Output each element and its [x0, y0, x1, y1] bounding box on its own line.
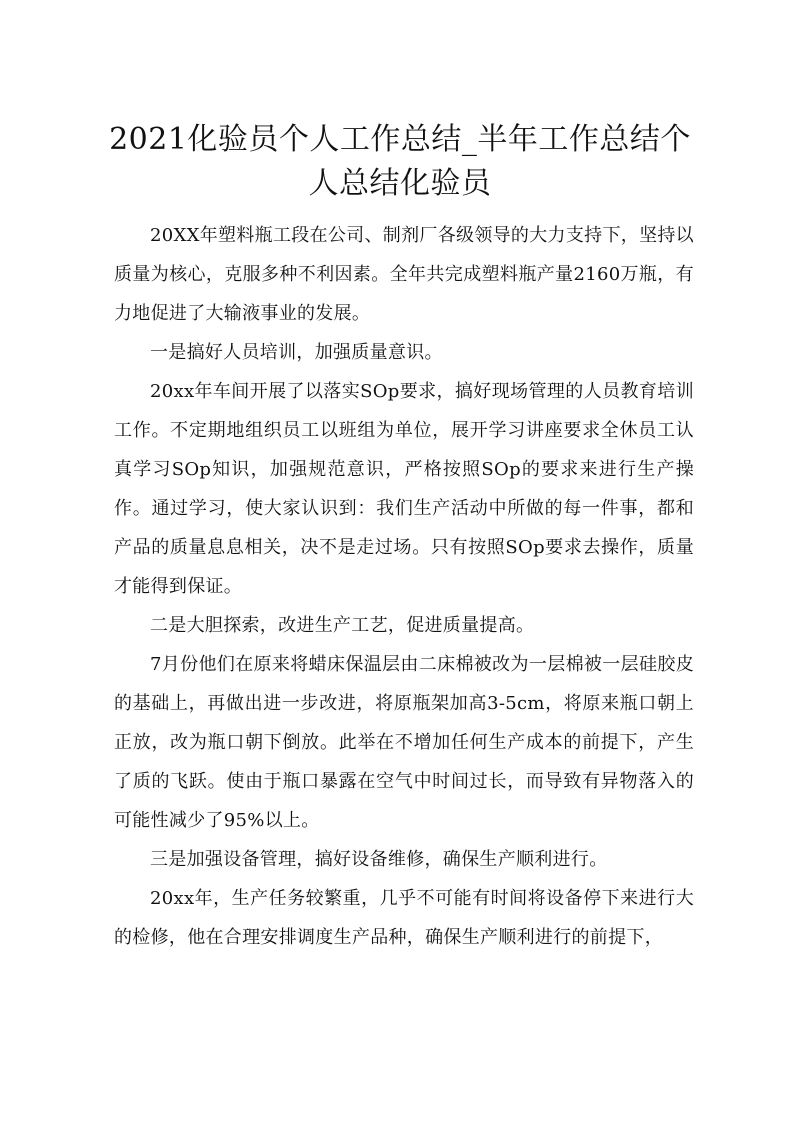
- paragraph-training: 20xx年车间开展了以落实SOp要求，搞好现场管理的人员教育培训工作。不定期地组织员工以班组为单位，展开学习讲座要求全休员工认真学习SOp知识，加强规范意识，严格按照SOp的要求来进行生产操作。通过学习，使大家认识到：我们生产活动中所做的每一件事，都和产品的质量息息相关，决不是走过场。只有按照SOp要求去操作，质量才能得到保证。: [114, 381, 694, 597]
- section-heading-training: 一是搞好人员培训，加强质量意识。: [150, 342, 443, 363]
- document-body: [114, 216, 694, 957]
- section-heading-process: 二是大胆探索，改进生产工艺，促进质量提高。: [150, 615, 535, 636]
- paragraph-intro: 20XX年塑料瓶工段在公司、制剂厂各级领导的大力支持下，坚持以质量为核心，克服多种不利因素。全年共完成塑料瓶产量2160万瓶，有力地促进了大输液事业的发展。: [114, 225, 694, 324]
- document-title: 2021化验员个人工作总结_半年工作总结个人总结化验员: [109, 122, 691, 201]
- paragraph-process: 7月份他们在原来将蜡床保温层由二床棉被改为一层棉被一层硅胶皮的基础上，再做出进一步改进，将原瓶架加高3-5cm，将原来瓶口朝上正放，改为瓶口朝下倒放。此举在不增加任何生产成本的前提下，产生了质的飞跃。使由于瓶口暴露在空气中时间过长，而导致有异物落入的可能性减少了95%以上。: [114, 654, 694, 831]
- section-heading-equipment: 三是加强设备管理，搞好设备维修，确保生产顺利进行。: [150, 849, 608, 870]
- paragraph-equipment: 20xx年，生产任务较繁重，几乎不可能有时间将设备停下来进行大的检修，他在合理安排调度生产品种，确保生产顺利进行的前提下，: [114, 888, 694, 948]
